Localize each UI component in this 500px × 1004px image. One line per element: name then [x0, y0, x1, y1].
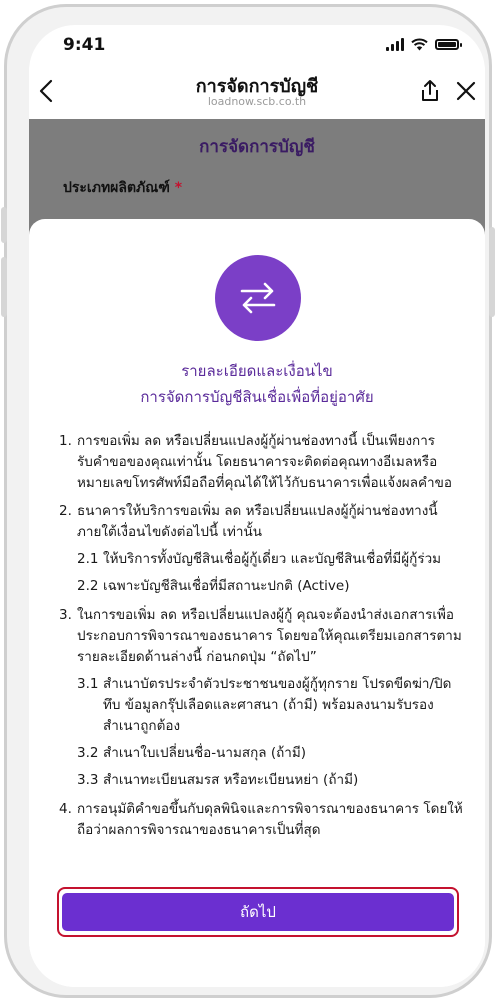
status-time: 9:41: [63, 35, 106, 55]
next-button-highlight: [57, 887, 459, 937]
term-text: การขอเพิ่ม ลด หรือเปลี่ยนแปลงผู้กู้ผ่านช่องทางนี้ เป็นเพียงการรับคำขอของคุณเท่านั้น โดยธนาคารจะติดต่อคุณทางอีเมลหรือหมายเลขโทรศัพท์มือถือที่คุณได้ให้ไว้กับธนาคารเพื่อแจ้งผลคำขอ: [77, 433, 452, 491]
subterm-3-2: [77, 743, 463, 764]
subterm-text: ให้บริการทั้งบัญชีสินเชื่อผู้กู้เดี่ยว และบัญชีสินเชื่อที่มีผู้กู้ร่วม: [103, 551, 442, 567]
subterm-3-1: [77, 674, 463, 737]
subterm-number: 2.1: [77, 551, 99, 567]
term-number: 4.: [59, 801, 72, 817]
phone-side-button: [1, 207, 7, 243]
required-mark: *: [174, 180, 183, 196]
status-icons: [386, 38, 459, 51]
wifi-icon: [411, 38, 428, 51]
product-type-label: [63, 177, 182, 199]
subterm-number: 3.2: [77, 745, 99, 761]
terms-bottom-sheet: [29, 219, 485, 987]
browser-title: การจัดการบัญชี: [195, 76, 319, 97]
sheet-subtitle: การจัดการบัญชีสินเชื่อเพื่อที่อยู่อาศัย: [140, 388, 374, 406]
page-title: การจัดการบัญชี: [199, 137, 315, 157]
share-button[interactable]: [415, 75, 445, 107]
term-item-4: [59, 799, 463, 841]
close-icon: [456, 81, 476, 101]
phone-screen: [29, 25, 485, 987]
status-bar: [29, 25, 485, 67]
term-number: 3.: [59, 607, 72, 623]
term-item-3: [59, 605, 463, 791]
subterm-3-3: [77, 770, 463, 791]
close-button[interactable]: [451, 75, 481, 107]
swap-arrows-icon: [215, 255, 301, 341]
term-text: การอนุมัติคำขอขึ้นกับดุลพินิจและการพิจารณาของธนาคาร โดยให้ถือว่าผลการพิจารณาของธนาคารเป็นที่สุด: [77, 801, 463, 838]
subterm-number: 3.1: [77, 676, 99, 692]
share-icon: [420, 79, 440, 103]
term-text: ในการขอเพิ่ม ลด หรือเปลี่ยนแปลงผู้กู้ คุณจะต้องนำส่งเอกสารเพื่อประกอบการพิจารณาของธนาคาร โดยขอให้คุณเตรียมเอกสารตามรายละเอียดด้านล่างนี้ ก่อนกดปุ่ม “ถัดไป”: [77, 607, 462, 665]
browser-url: loadnow.scb.co.th: [207, 95, 307, 108]
term-number: 2.: [59, 503, 72, 519]
phone-side-button: [1, 257, 7, 317]
subterm-text: สำเนาใบเปลี่ยนชื่อ-นามสกุล (ถ้ามี): [103, 745, 307, 761]
phone-frame: [4, 4, 492, 998]
terms-list[interactable]: [59, 431, 463, 901]
product-type-text: ประเภทผลิตภัณฑ์: [63, 180, 170, 196]
subterm-text: เฉพาะบัญชีสินเชื่อที่มีสถานะปกติ (Active): [103, 578, 350, 594]
browser-header: [29, 67, 485, 119]
battery-icon: [435, 39, 459, 50]
swap-arrows-glyph: [238, 281, 278, 315]
subterm-2-1: [77, 549, 463, 570]
term-item-1: [59, 431, 463, 493]
term-text: ธนาคารให้บริการขอเพิ่ม ลด หรือเปลี่ยนแปลงผู้กู้ผ่านช่องทางนี้ ภายใต้เงื่อนไขดังต่อไปนี้ เท่านั้น: [77, 503, 438, 540]
term-item-2: [59, 501, 463, 597]
subterm-2-2: [77, 576, 463, 597]
subterm-text: สำเนาบัตรประจำตัวประชาชนของผู้กู้ทุกราย โปรดขีดฆ่า/ปิดทึบ ข้อมูลกรุ๊ปเลือดและศาสนา (ถ้ามี) พร้อมลงนามรับรองสำเนาถูกต้อง: [103, 676, 452, 734]
phone-side-button: [489, 227, 495, 317]
subterm-number: 2.2: [77, 578, 99, 594]
subterm-number: 3.3: [77, 772, 99, 788]
subterm-text: สำเนาทะเบียนสมรส หรือทะเบียนหย่า (ถ้ามี): [103, 772, 359, 788]
cellular-signal-icon: [386, 38, 404, 51]
next-button[interactable]: ถัดไป: [62, 893, 454, 931]
term-number: 1.: [59, 433, 72, 449]
sheet-title: รายละเอียดและเงื่อนไข: [181, 362, 333, 380]
